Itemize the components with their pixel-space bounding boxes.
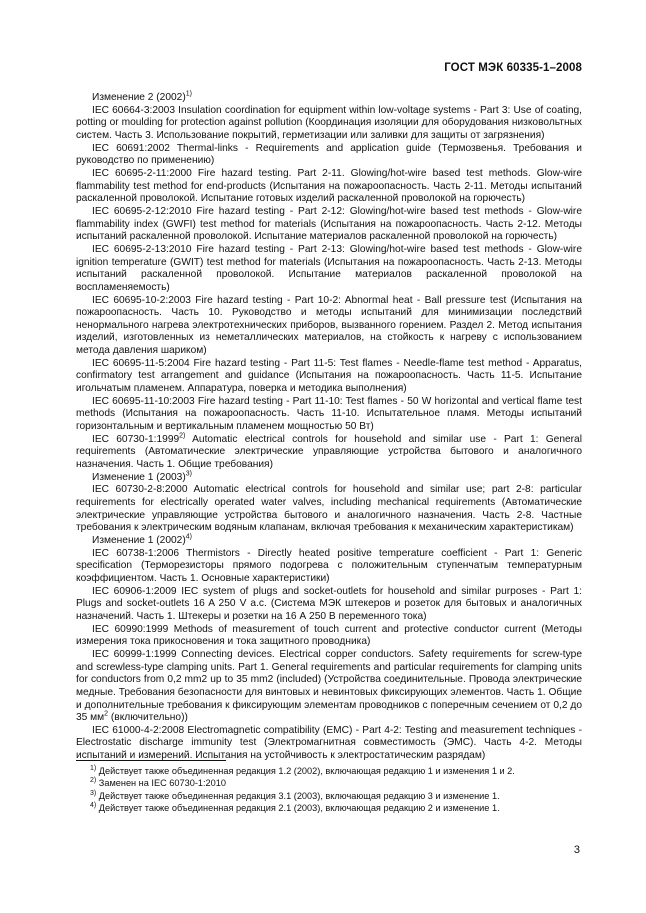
reference-entry [76,649,582,725]
entry-text: Изменение 1 (2002) [92,534,186,546]
entry-text: IEC 60695-11-10:2003 Fire hazard testing - Part 11-10: Test flames - 50 W horizontal and vertical flame test methods (Испытания на пожароопасность. Часть 11-10. Испытательное пламя. Методы испытаний горизонтальным и вертикальным пламенем мощностью 50 Вт) [76,395,582,433]
reference-entry [76,434,582,472]
footnote-mark: 2) [90,777,97,785]
entry-text: IEC 60695-2-13:2010 Fire hazard testing - Part 2-13: Glowing/hot-wire based test methods - Glow-wire ignition temperature (GWIT) test method for materials (Испытания на пожароопасность. Часть 2-13. Методы испытаний раскаленной проволокой. Испытание материалов раскаленной проволокой на воспламеняемость) [76,243,582,293]
reference-entry [76,586,582,624]
footnote [76,765,582,777]
entry-text: IEC 60695-2-11:2000 Fire hazard testing. Part 2-11. Glowing/hot-wire based test methods. Glow-wire flammability test method for end-products (Испытания на пожароопасность. Часть 2-11. Методы испытаний раскаленной проволокой. Испытание готовых изделий раскаленной проволокой на горючесть) [76,167,582,205]
footnote-text: Действует также объединенная редакция 2.1 (2003), включающая редакцию 2 и изменение 1. [96,802,500,813]
entry-text: IEC 61000-4-2:2008 Electromagnetic compatibility (EMC) - Part 4-2: Testing and measurement techniques - Electrostatic discharge immunity test (Электромагнитная совместимость (ЭМС). Часть 4-2. Методы испытаний и измерений. Испытания на устойчивость к электростатическим разрядам) [76,724,582,762]
footnote [76,802,582,814]
entry-text: IEC 60730-2-8:2000 Automatic electrical controls for household and similar use; part 2-8: particular requirements for electrically operated water valves, including mechanical requirements (Автоматические электрические управляющие устройства бытового и аналогичного назначения. Часть 2-8. Частные требования к электрическим водяным клапанам, включая требования к механическим характеристикам) [76,484,582,534]
footnote-ref: 1) [185,90,192,98]
entry-text: IEC 60695-2-12:2010 Fire hazard testing - Part 2-12: Glowing/hot-wire based test methods - Glow-wire flammability index (GWFI) test method for materials (Испытания на пожароопасность. Часть 2-12. Методы испытаний раскаленной проволокой. Испытание материалов раскаленной проволокой на горючесть) [76,205,582,243]
entry-text: IEC 60999-1:1999 Connecting devices. Electrical copper conductors. Safety requirements for screw-type and screwless-type clamping units. Part 1. General requirements and particular requirements for clamping units for conductors from 0,2 mm2 up to 35 mm2 (included) (Устройства соединительные. Провода электрические медные. Требования безопасности для винтовых и невинтовых фиксирующих элементов. Часть 1. Общие и дополнительные требования к фиксирующим элементам проводников с поперечным сечением от 0,2 до 35 мм [76,648,582,724]
entry-text: IEC 60695-10-2:2003 Fire hazard testing - Part 10-2: Abnormal heat - Ball pressure test (Испытания на пожароопасность. Часть 10. Руководство и методы испытаний для минимизации последствий ненормального нагрева электротехнических приборов, вызванного горением. Раздел 2. Метод испытания изделий, изготовленных из неметаллических материалов, на стойкость к нагреву с использованием метода давления шариком) [76,294,582,357]
reference-entry [76,206,582,244]
entry-tail: (включительно)) [108,712,188,724]
reference-entry [76,358,582,396]
footnote-mark: 3) [90,789,97,797]
standard-header: ГОСТ МЭК 60335-1–2008 [444,62,582,74]
entry-text: Изменение 2 (2002) [92,92,186,103]
footnote-mark: 4) [90,801,97,809]
page-number: 3 [573,844,580,856]
entry-text: IEC 60691:2002 Thermal-links - Requirements and application guide (Термозвенья. Требования и руководство по применению) [76,142,582,167]
entry-text: IEC 60664-3:2003 Insulation coordination for equipment within low-voltage systems - Part 3: Use of coating, potting or moulding for protection against pollution (Координация изоляции для оборудования низковольтных систем. Часть 3. Использование покрытий, герметизации или заливки для защиты от загрязнения) [76,104,582,141]
reference-entry [76,168,582,206]
reference-entry [76,535,582,548]
footnote-ref: 3) [185,470,192,478]
footnote [76,790,582,802]
entry-text: IEC 60906-1:2009 IEC system of plugs and socket-outlets for household and similar purposes - Part 1: Plugs and socket-outlets 16 A 250 V a.c. (Система МЭК штекеров и розеток для бытовых и аналогичных назначений. Часть 1. Штекеры и розетки на 16 А 250 В переменного тока) [76,585,582,622]
footnotes [76,765,582,814]
reference-entry [76,295,582,358]
footnote [76,777,582,789]
reference-entry [76,725,582,763]
reference-entry [76,244,582,295]
reference-entry [76,105,582,143]
footnote-text: Действует также объединенная редакция 3.1 (2003), включающая редакцию 3 и изменение 1. [96,790,500,801]
footnote-text: Действует также объединенная редакция 1.2 (2002), включающая редакцию 1 и изменения 1 и 2. [96,766,515,776]
reference-entry [76,92,582,105]
references-list [76,92,582,763]
reference-entry [76,472,582,485]
entry-text: IEC 60738-1:2006 Thermistors - Directly heated positive temperature coefficient - Part 1: Generic specification (Терморезисторы прямого подогрева с положительным ступенчатым температурным коэффициентом. Часть 1. Основные характеристики) [76,547,582,584]
footnote-ref: 2) [179,432,186,440]
footnote-divider [76,760,226,761]
footnote-ref: 4) [185,533,192,541]
entry-text: IEC 60990:1999 Methods of measurement of touch current and protective conductor current (Методы измерения тока прикосновения и тока защитного проводника) [76,623,582,648]
reference-entry [76,548,582,586]
reference-entry [76,484,582,535]
footnote-text: Заменен на IEC 60730-1:2010 [96,778,226,789]
reference-entry [76,396,582,434]
entry-text: IEC 60730-1:1999 [92,433,180,445]
reference-entry [76,624,582,649]
entry-text: Изменение 1 (2003) [92,471,186,483]
footnote-mark: 1) [90,764,97,772]
superscript-2: 2 [104,710,109,718]
reference-entry [76,143,582,168]
entry-text: IEC 60695-11-5:2004 Fire hazard testing - Part 11-5: Test flames - Needle-flame test method - Apparatus, confirmatory test arrangement and guidance (Испытания на пожароопасность. Часть 11-5. Испытание игольчатым пламенем. Аппаратура, поверка и методика выполнения) [76,357,582,395]
entry-tail: Automatic electrical controls for household and similar use - Part 1: General requirements (Автоматические электрические управляющие устройства бытового и аналогичного назначения. Часть 1. Общие требования) [76,433,582,471]
